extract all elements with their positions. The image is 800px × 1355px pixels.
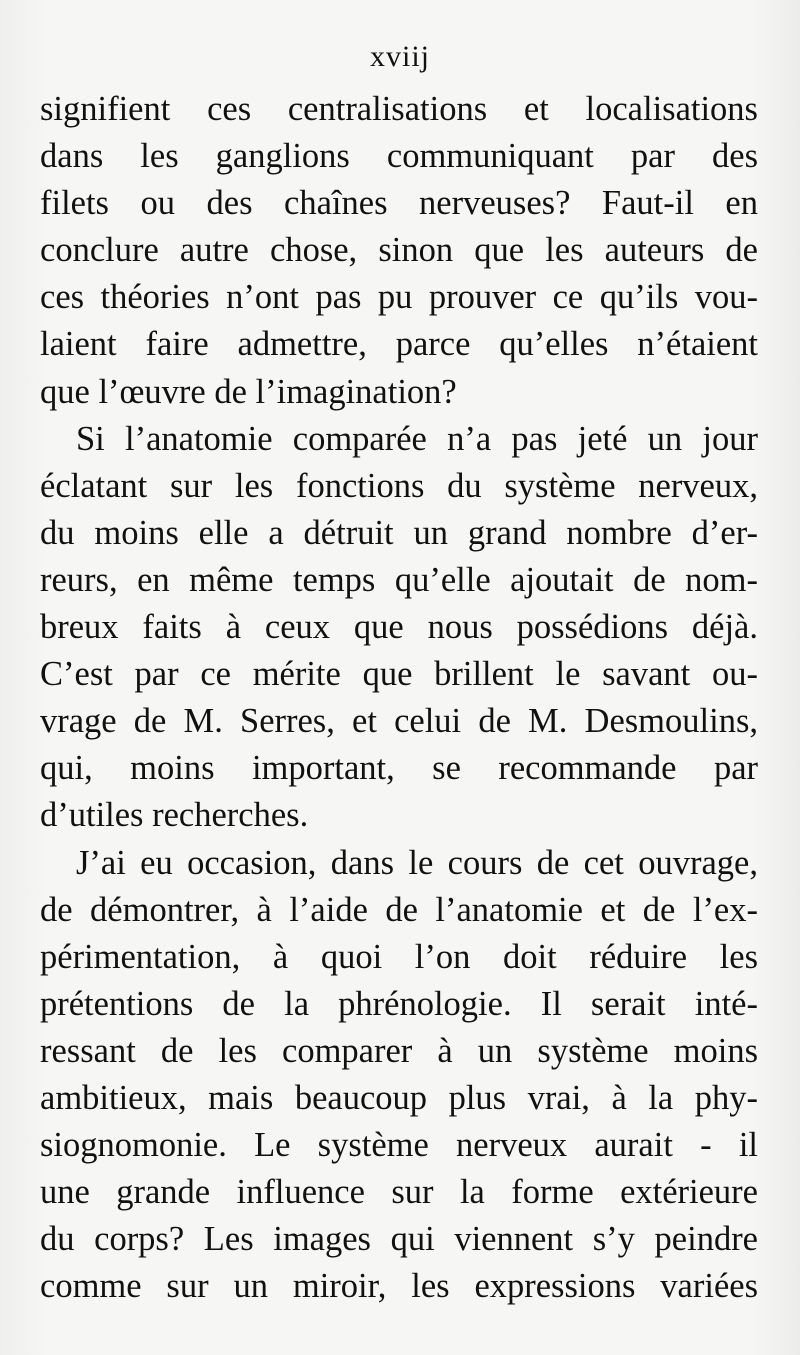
- text-line: conclure autre chose, sinon que les auteurs de: [40, 231, 758, 270]
- text-line: Si l’anatomie comparée n’a pas jeté un jour: [76, 419, 758, 458]
- text-line: ambitieux, mais beaucoup plus vrai, à la phy-: [40, 1078, 758, 1117]
- text-line: dans les ganglions communiquant par des: [40, 137, 758, 176]
- text-line: ces théories n’ont pas pu prouver ce qu’ils vou-: [40, 278, 758, 317]
- text-line: de démontrer, à l’aide de l’anatomie et de l’ex-: [40, 890, 758, 929]
- body-text: [40, 86, 758, 1310]
- page-number: xviij: [369, 40, 430, 73]
- text-line: laient faire admettre, parce qu’elles n’étaient: [40, 325, 758, 364]
- text-line: qui, moins important, se recommande par: [40, 749, 758, 788]
- text-line: filets ou des chaînes nerveuses? Faut-il en: [40, 184, 758, 223]
- text-line: du moins elle a détruit un grand nombre d’er-: [40, 513, 758, 552]
- text-line: siognomonie. Le système nerveux aurait - il: [40, 1126, 758, 1165]
- text-line: comme sur un miroir, les expressions variées: [40, 1267, 758, 1306]
- text-line: C’est par ce mérite que brillent le savant ou-: [40, 655, 758, 694]
- text-line: ressant de les comparer à un système moins: [40, 1031, 758, 1070]
- text-line: breux faits à ceux que nous possédions déjà.: [40, 608, 758, 647]
- text-line: J’ai eu occasion, dans le cours de cet ouvrage,: [76, 843, 758, 882]
- text-line: éclatant sur les fonctions du système nerveux,: [40, 466, 758, 505]
- text-line: du corps? Les images qui viennent s’y peindre: [40, 1220, 758, 1259]
- text-line: reurs, en même temps qu’elle ajoutait de nom-: [40, 560, 758, 599]
- text-line: d’utiles recherches.: [40, 796, 309, 835]
- text-line: signifient ces centralisations et localisations: [40, 90, 758, 128]
- text-line: que l’œuvre de l’imagination?: [40, 372, 457, 411]
- text-line: périmentation, à quoi l’on doit réduire les: [40, 937, 758, 976]
- text-line: une grande influence sur la forme extérieure: [40, 1173, 758, 1212]
- text-line: prétentions de la phrénologie. Il serait inté-: [40, 984, 758, 1023]
- text-line: vrage de M. Serres, et celui de M. Desmoulins,: [40, 702, 758, 741]
